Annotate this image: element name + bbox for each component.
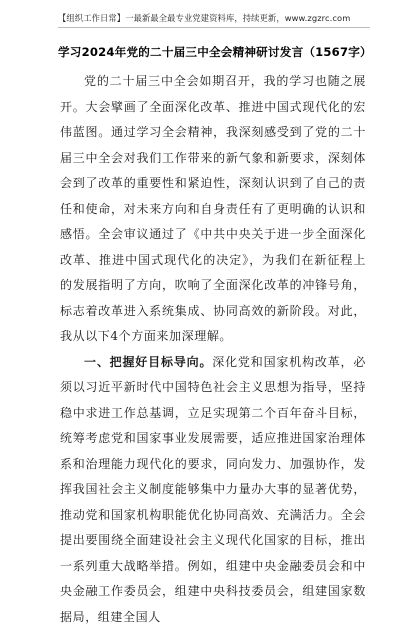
document-title: 学习2024年党的二十届三中全会精神研讨发言（1567字） xyxy=(58,44,370,60)
paragraph-lead: 一、把握好目标导向。 xyxy=(84,355,212,369)
document-body xyxy=(60,69,366,630)
paragraph-text: 党的二十届三中全会如期召开，我的学习也随之展开。大会擘画了全面深化改革、推进中国式现代化的宏伟蓝图。通过学习全会精神，我深刻感受到了党的二十届三中全会对我们工作带来的新气象和新要求，深刻体会到了改革的重要性和紧迫性，深刻认识到了自己的责任和使命，对未来方向和自身责任有了更明确的认识和感悟。全会审议通过了《中共中央关于进一步全面深化改革、推进中国式现代化的决定》，为我们在新征程上的发展指明了方向，吹响了全面深化改革的冲锋号角，标志着改革进入系统集成、协同高效的新阶段。对此，我从以下4个方面来加深理解。 xyxy=(60,74,366,343)
header-slogan: 一最新最全最专业党建资料库，持续更新， xyxy=(125,13,285,23)
paragraph xyxy=(60,69,366,350)
page-header xyxy=(58,12,370,28)
header-source: 【组织工作日常】 xyxy=(58,13,125,23)
paragraph-text: 深化党和国家机构改革，必须以习近平新时代中国特色社会主义思想为指导，坚持稳中求进工作总基调，立足实现第二个百年奋斗目标，统筹考虑党和国家事业发展需要，适应推进国家治理体系和治理能力现代化的要求，同向发力、加强协作，发挥我国社会主义制度能够集中力量办大事的显著优势，推动党和国家机构职能优化协同高效、充满活力。全会提出要围绕全面建设社会主义现代化国家的目标，推出一系列重大战略举措。例如，组建中央金融委员会和中央金融工作委员会，组建中央科技委员会，组建国家数据局，组建全国人 xyxy=(60,355,366,624)
header-website[interactable]: www.zgzrc.com xyxy=(285,13,351,23)
paragraph xyxy=(60,350,366,630)
